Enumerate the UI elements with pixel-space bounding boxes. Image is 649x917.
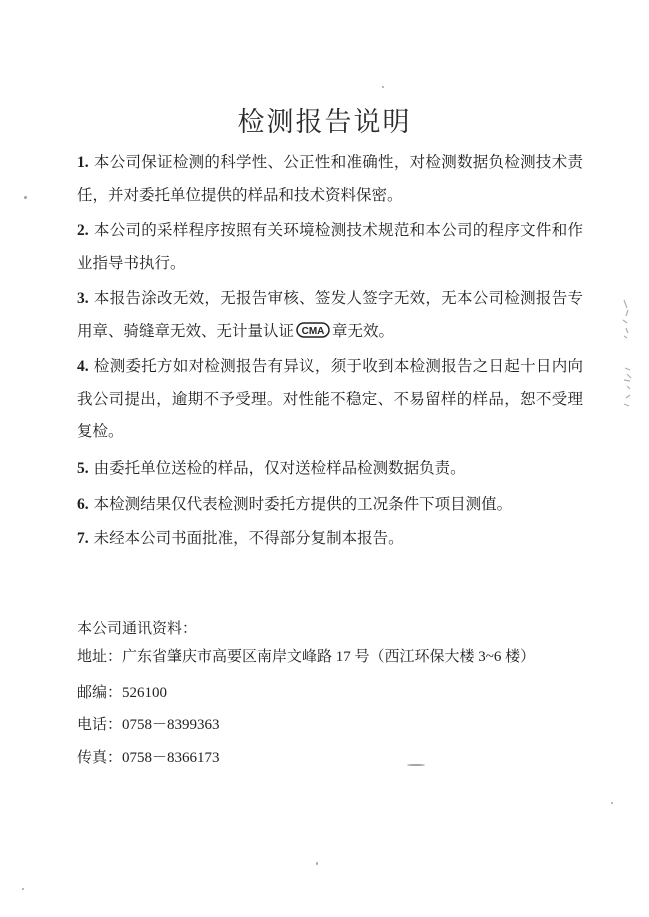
item-text: 由委托单位送检的样品，仅对送检样品检测数据负责。	[93, 459, 466, 477]
contact-address	[77, 646, 535, 667]
item-number: 3.	[77, 290, 89, 307]
contact-postcode	[77, 682, 167, 703]
fax-value: 0758－8366173	[122, 750, 220, 766]
item-number: 2.	[77, 222, 89, 239]
item-number: 5.	[77, 460, 89, 477]
notice-item-2	[77, 214, 583, 279]
contact-phone	[77, 714, 220, 735]
notice-item-4	[77, 350, 583, 447]
item-text: 本公司保证检测的科学性、公正性和准确性，对检测数据负检测技术责任，并对委托单位提供的样品和技术资料保密。	[77, 153, 583, 204]
item-number: 4.	[77, 358, 89, 375]
notice-item-3	[77, 282, 583, 349]
notice-item-7	[77, 522, 583, 555]
postcode-label: 邮编：	[77, 683, 123, 701]
item-text-before-mark: 本报告涂改无效，无报告审核、签发人签字无效，无本公司检测报告专用章、骑缝章无效、无计量认证	[77, 289, 583, 340]
contact-heading: 本公司通讯资料：	[77, 619, 198, 637]
document-title: 检测报告说明	[237, 107, 412, 138]
scan-speck	[382, 86, 384, 88]
seal-edge-mark-icon	[618, 296, 642, 416]
cma-mark-label: CMA	[301, 326, 325, 337]
item-text: 未经本公司书面批准，不得部分复制本报告。	[93, 529, 404, 547]
item-text: 检测委托方如对检测报告有异议，须于收到本检测报告之日起十日内向我公司提出，逾期不予受理。对性能不稳定、不易留样的样品，恕不受理复检。	[77, 357, 583, 440]
fax-label: 传真：	[77, 748, 123, 766]
item-number: 1.	[77, 154, 89, 171]
item-text: 本检测结果仅代表检测时委托方提供的工况条件下项目测值。	[93, 495, 513, 513]
notice-item-5	[77, 452, 583, 485]
address-label: 地址：	[77, 647, 123, 665]
notice-item-1	[77, 146, 583, 211]
scan-speck	[611, 802, 613, 804]
scan-speck	[24, 196, 27, 199]
scan-speck	[407, 764, 425, 766]
scan-speck	[316, 862, 318, 865]
cma-certification-mark-icon	[296, 317, 330, 349]
item-text-after-mark: 章无效。	[332, 322, 395, 340]
scan-speck	[22, 888, 24, 890]
contact-fax	[77, 747, 220, 768]
phone-label: 电话：	[77, 715, 123, 733]
notice-item-6	[77, 488, 583, 521]
item-number: 7.	[77, 530, 89, 547]
phone-value: 0758－8399363	[122, 717, 220, 733]
postcode-value: 526100	[122, 685, 168, 701]
item-number: 6.	[77, 496, 89, 513]
address-value: 广东省肇庆市高要区南岸文峰路 17 号（西江环保大楼 3~6 楼）	[122, 649, 536, 665]
item-text: 本公司的采样程序按照有关环境检测技术规范和本公司的程序文件和作业指导书执行。	[77, 221, 583, 272]
